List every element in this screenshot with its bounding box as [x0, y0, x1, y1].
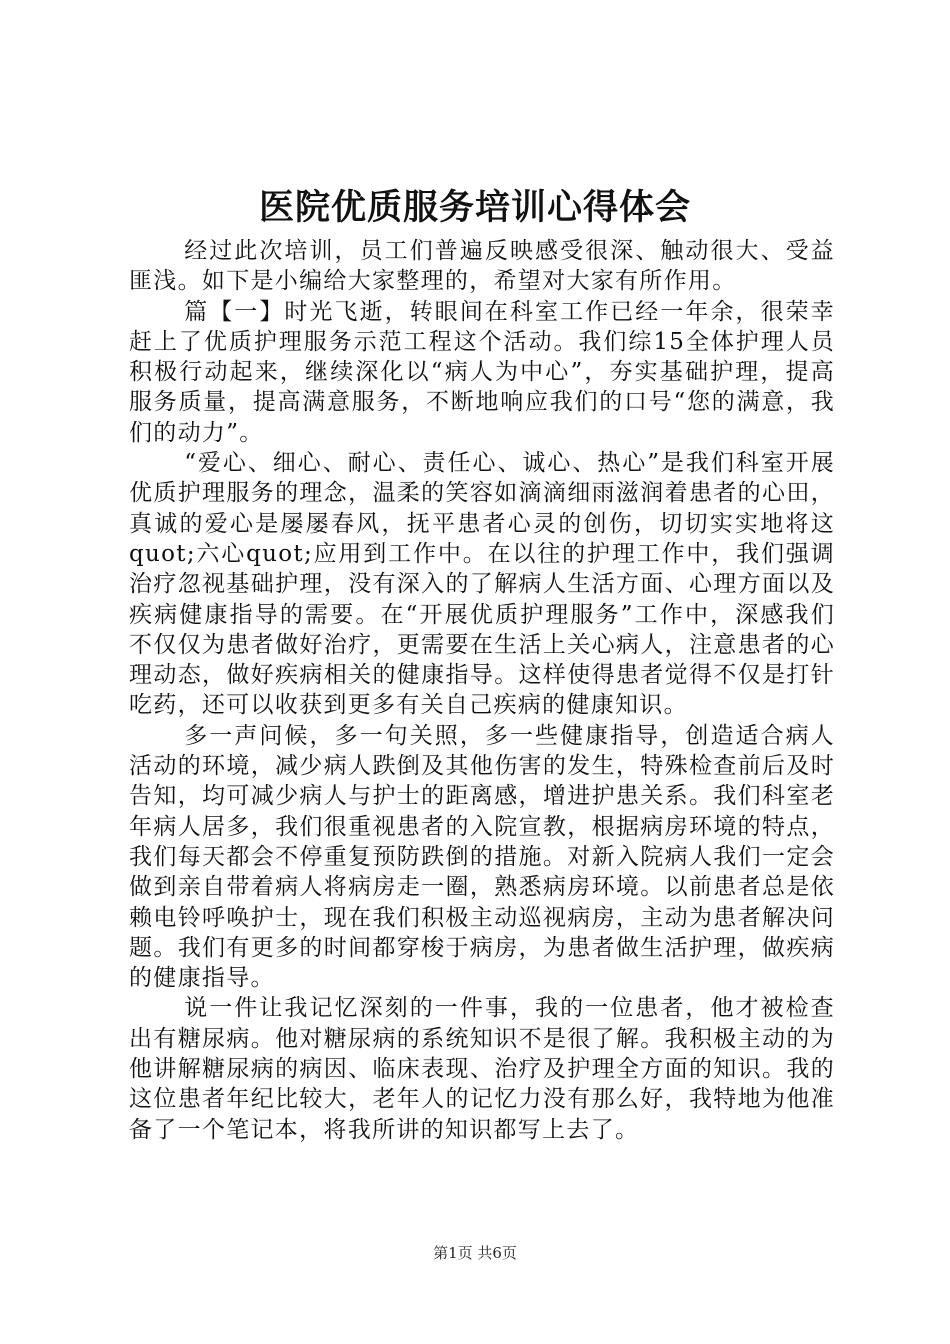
document-title: 医院优质服务培训心得体会 — [258, 187, 691, 228]
page-number-footer: 第1页 共6页 — [433, 1244, 517, 1262]
paragraph: 经过此次培训，员工们普遍反映感受很深、触动很大、受益匪浅。如下是小编给大家整理的，希望对大家有所作用。 — [129, 238, 835, 295]
paragraph: 多一声问候，多一句关照，多一些健康指导，创造适合病人活动的环境，减少病人跌倒及其他伤害的发生，特殊检查前后及时告知，均可减少病人与护士的距离感，增进护患关系。我们科室老年病人居多，我们很重视患者的入院宣教，根据病房环境的特点，我们每天都会不停重复预防跌倒的措施。对新入院病人我们一定会做到亲自带着病人将病房走一圈，熟悉病房环境。以前患者总是依赖电铃呼唤护士，现在我们积极主动巡视病房，主动为患者解决问题。我们有更多的时间都穿梭于病房，为患者做生活护理，做疾病的健康指导。 — [129, 722, 835, 992]
paragraph: “爱心、细心、耐心、责任心、诚心、热心”是我们科室开展优质护理服务的理念，温柔的笑容如滴滴细雨滋润着患者的心田，真诚的爱心是屡屡春风，抚平患者心灵的创伤，切切实实地将这quot;六心quot;应用到工作中。在以往的护理工作中，我们强调治疗忽视基础护理，没有深入的了解病人生活方面、心理方面以及疾病健康指导的需要。在“开展优质护理服务”工作中，深感我们不仅仅为患者做好治疗，更需要在生活上关心病人，注意患者的心理动态，做好疾病相关的健康指导。这样使得患者觉得不仅是打针吃药，还可以收获到更多有关自己疾病的健康知识。 — [129, 450, 835, 719]
paragraph: 篇【一】时光飞逝，转眼间在科室工作已经一年余，很荣幸赶上了优质护理服务示范工程这个活动。我们综15全体护理人员积极行动起来，继续深化以“病人为中心”，夯实基础护理，提高服务质量，提高满意服务，不断地响应我们的口号“您的满意，我们的动力”。 — [129, 298, 835, 446]
paragraph: 说一件让我记忆深刻的一件事，我的一位患者，他才被检查出有糖尿病。他对糖尿病的系统知识不是很了解。我积极主动的为他讲解糖尿病的病因、临床表现、治疗及护理全方面的知识。我的这位患者年纪比较大，老年人的记忆力没有那么好，我特地为他准备了一个笔记本，将我所讲的知识都写上去了。 — [129, 995, 835, 1143]
document-body — [129, 236, 835, 1145]
